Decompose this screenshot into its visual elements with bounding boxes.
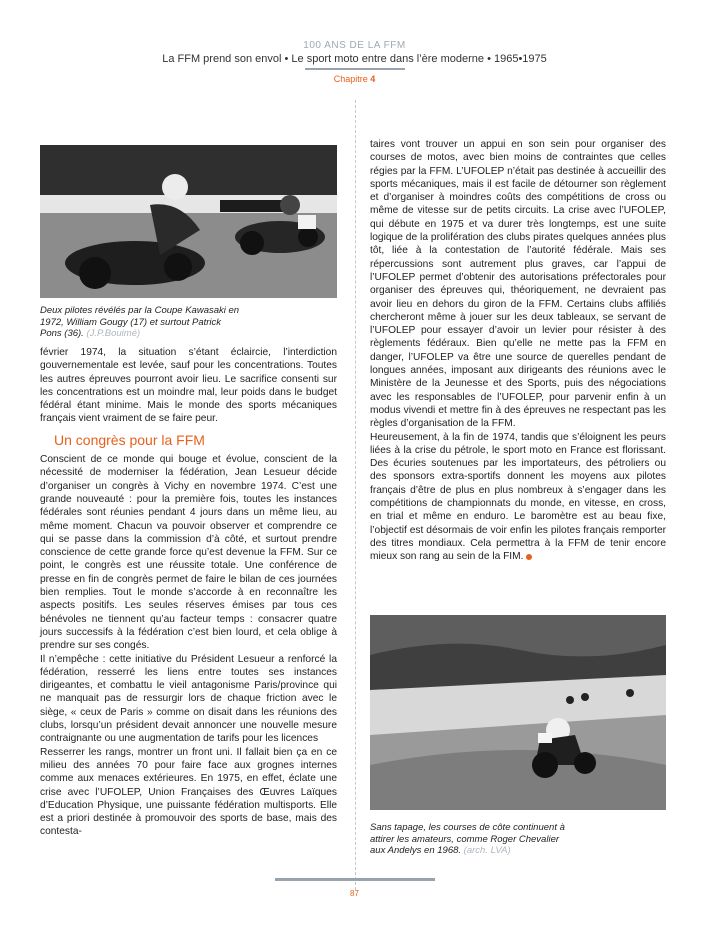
photo1-caption-text: Deux pilotes révélés par la Coupe Kawasaki en 1972, William Gougy (17) et surtout Patrick Pons (36). (40, 305, 240, 339)
photo-motorcycle-racers (40, 145, 337, 298)
left-paragraph-2: Conscient de ce monde qui bouge et évolue, conscient de la nécessité de moderniser la fédération, Jean Lesueur décide d’organiser un congrès à Vichy en novembre 1974. C’est une grande nouveauté : pour la première fois, toutes les instances fédérales sont réunies pendant 4 jours dans un même lieu, au même moment. Chacun va pouvoir observer et comprendre ce qui se passe dans la commission d’à côté, et surtout prendre conscience de cette grande force qu’est devenue la FFM. Sur ce point, le congrès est une réussite totale. Une conférence de presse en fin de congrès permet de faire le bilan de ces journées bien remplies. Tout le monde s’accorde à en reconnaître les aspects positifs. Les seules réserves émises par tous ces bénévoles ne tiennent qu’au facteur temps : consacrer quatre jours successifs à la fédération c’est bien lourd, et cela oblige à prendre sur ses congés. (40, 454, 337, 652)
page-number: 87 (350, 889, 359, 898)
photo2-credit: (arch. LVA) (463, 845, 511, 856)
photo1-credit: (J.P.Bouimé) (86, 328, 141, 339)
header-rule (305, 68, 405, 70)
right-column (370, 138, 666, 564)
book-subtitle: La FFM prend son envol • Le sport moto entre dans l’ère moderne • 1965•1975 (162, 53, 547, 65)
left-paragraph-4: Resserrer les rangs, montrer un front uni. Il fallait bien ça en ce milieu des années 70 pour faire face aux grognes internes comme aux menaces extérieures. En 1975, en effet, éclate une crise avec l’UFOLEP, Union Françaises des Œuvres Laïques d’Education Physique, une puissante fédération multisports. Elle est a priori destinée à promouvoir des sports de base, mais des contesta- (40, 746, 337, 838)
book-series-title: 100 ANS DE LA FFM (303, 40, 406, 51)
running-header (0, 40, 709, 84)
photo1-caption (40, 305, 240, 340)
left-paragraph-1: février 1974, la situation s’étant éclaircie, l’interdiction gouvernementale est levée, sauf pour les concentrations. Toutes les autres épreuves pourront avoir lieu. Le sacrifice consenti sur les concentrations est un moindre mal, leur poids dans le budget fédéral étant minime. Mais le monde des sports mécaniques français vient vraiment de se faire peur. (40, 347, 337, 425)
right-paragraph-1: taires vont trouver un appui en son sein pour organiser des courses de motos, avec bien moins de contraintes que celles régies par la FFM. L’UFOLEP n’était pas destinée à accueillir des sports mécaniques, mais il est facile de détourner son règlement et d’organiser à moindres coûts des compétitions de cross ou même de vitesse sur de petits circuits. La crise avec l’UFOLEP, qui débute en 1975 et va durer très longtemps, est une suite logique de la prolifération des clubs pirates quelques années plus tôt, liée à la contestation de l’autorité fédérale. Mais ses répercussions sont autrement plus graves, car l’appui de l’UFOLEP permet d’obtenir des autorisations préfectorales pour organiser des épreuves qui, théoriquement, ne devraient pas avoir lieu en dehors du giron de la FFM. Certains clubs affiliés chercheront même à jouer sur les deux tableaux, se servant de l’UFOLEP pour essayer d’avoir un levier pour résister à des règlements fédéraux. Bien qu’elle ne mette pas la FFM en danger, l’UFOLEP va être une source de querelles pendant de longues années, imposant aux dirigeants des réunions avec le Ministère de la Jeunesse et des Sports, puis des négociations avec les responsables de l’UFOLEP, pour parvenir enfin à un modus vivendi et mettre fin à des épreuves ne respectant pas les règles d’organisation de la FFM. (370, 139, 666, 430)
right-paragraph-2-text: Heureusement, à la fin de 1974, tandis que s’éloignent les peurs liées à la crise du pétrole, le sport moto en France est florissant. Des écuries soutenues par les importateurs, des pétroliers ou des sponsors extra-sportifs donnent les moyens aux pilotes français d’être de plus en plus nombreux à s’engager dans les compétitions de championnats du monde, en vitesse, en cross, en trial et même en enduro. Le baromètre est au beau fixe, l’objectif est désormais de voir enfin les pilotes français remporter des titres mondiaux. Cela permettra à la FFM de tenir encore mieux son rang au sein de la FIM. (370, 431, 666, 563)
chapter-label (0, 74, 709, 84)
chapter-word: Chapitre (333, 74, 368, 84)
footer-rule (275, 878, 435, 881)
photo-racers-illustration (40, 145, 337, 298)
chapter-number: 4 (370, 74, 376, 84)
photo-hill-climb (370, 615, 666, 810)
photo2-caption-text: Sans tapage, les courses de côte continuent à attirer les amateurs, comme Roger Chevalier aux Andelys en 1968. (370, 822, 565, 856)
photo2-caption (370, 822, 570, 857)
photo-hillclimb-illustration (370, 615, 666, 810)
page-footer (0, 878, 709, 898)
end-bullet-icon (526, 554, 532, 560)
left-column (40, 346, 337, 839)
left-paragraph-3: Il n’empêche : cette initiative du Président Lesueur a renforcé la fédération, resserré les liens entre toutes ses instances dirigeantes, et combattu le vieil antagonisme Paris/province qui ne manquait pas de ressurgir lors de chaque friction avec le siège, « ceux de Paris » comme on disait dans les réunions des clubs, lorsqu’un président devait annoncer une nouvelle mesure contraignante ou une augmentation de tarifs pour les licences (40, 653, 337, 745)
section-title: Un congrès pour la FFM (54, 431, 205, 448)
right-paragraph-2 (370, 431, 666, 564)
column-divider (355, 100, 356, 890)
